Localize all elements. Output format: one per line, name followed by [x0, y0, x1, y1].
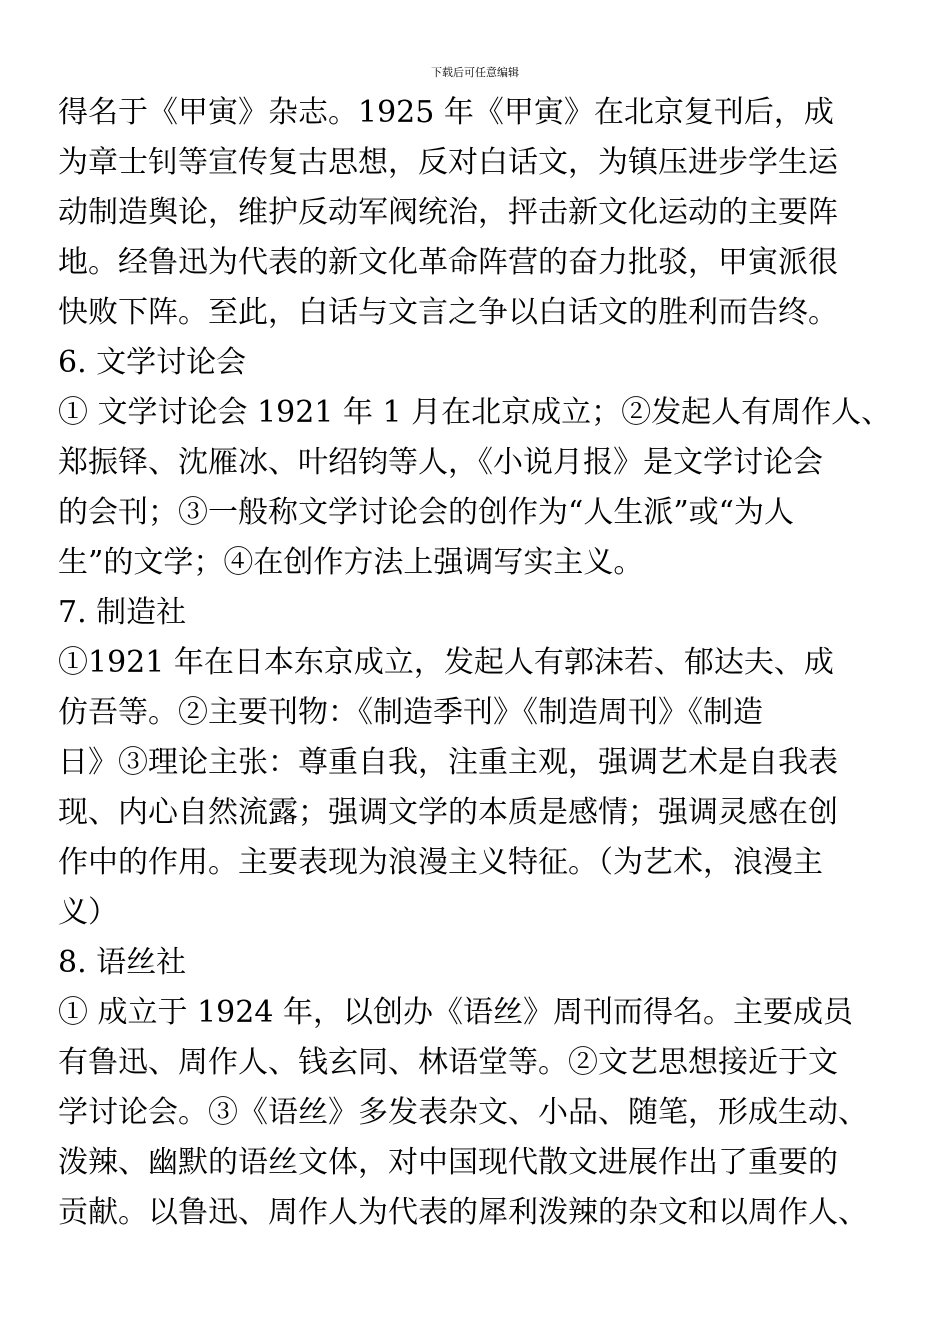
text-line: 现、内心自然流露；强调文学的本质是感情；强调灵感在创	[58, 795, 838, 830]
text-line: 动制造舆论，维护反动军阀统治，抨击新文化运动的主要阵	[58, 195, 838, 230]
document-body	[58, 88, 908, 1238]
text-line: 义）	[58, 895, 118, 930]
text-line: 有鲁迅、周作人、钱玄同、林语堂等。②文艺思想接近于文	[58, 1045, 838, 1080]
text-line: 得名于《甲寅》杂志。1925 年《甲寅》在北京复刊后，成	[58, 95, 834, 130]
section-heading-7: 7. 制造社	[58, 595, 187, 630]
text-line: 生”的文学；④在创作方法上强调写实主义。	[58, 545, 644, 580]
section-heading-6: 6. 文学讨论会	[58, 345, 247, 380]
text-line: 学讨论会。③《语丝》多发表杂文、小品、随笔，形成生动、	[58, 1095, 868, 1130]
text-line: 快败下阵。至此，白话与文言之争以白话文的胜利而告终。	[58, 295, 838, 330]
text-line: ① 文学讨论会 1921 年 1 月在北京成立；②发起人有周作人、	[58, 395, 892, 430]
section-heading-8: 8. 语丝社	[58, 945, 187, 980]
text-line: 地。经鲁迅为代表的新文化革命阵营的奋力批驳，甲寅派很	[58, 245, 838, 280]
text-line: ①1921 年在日本东京成立，发起人有郭沫若、郁达夫、成	[58, 645, 834, 680]
text-line: ① 成立于 1924 年，以创办《语丝》周刊而得名。主要成员	[58, 995, 853, 1030]
text-line: 泼辣、幽默的语丝文体，对中国现代散文进展作出了重要的	[58, 1145, 838, 1180]
header-note: 下载后可任意编辑	[431, 66, 519, 79]
text-line: 的会刊；③一般称文学讨论会的创作为“人生派”或“为人	[58, 495, 795, 530]
text-line: 仿吾等。②主要刊物：《制造季刊》《制造周刊》《制造	[58, 695, 763, 730]
text-line: 贡献。以鲁迅、周作人为代表的犀利泼辣的杂文和以周作人、	[58, 1195, 868, 1230]
text-line: 为章士钊等宣传复古思想，反对白话文，为镇压进步学生运	[58, 145, 838, 180]
text-line: 郑振铎、沈雁冰、叶绍钧等人，《小说月报》是文学讨论会	[58, 445, 823, 480]
text-line: 日》③理论主张：尊重自我，注重主观，强调艺术是自我表	[58, 745, 838, 780]
text-line: 作中的作用。主要表现为浪漫主义特征。（为艺术，浪漫主	[58, 845, 823, 880]
